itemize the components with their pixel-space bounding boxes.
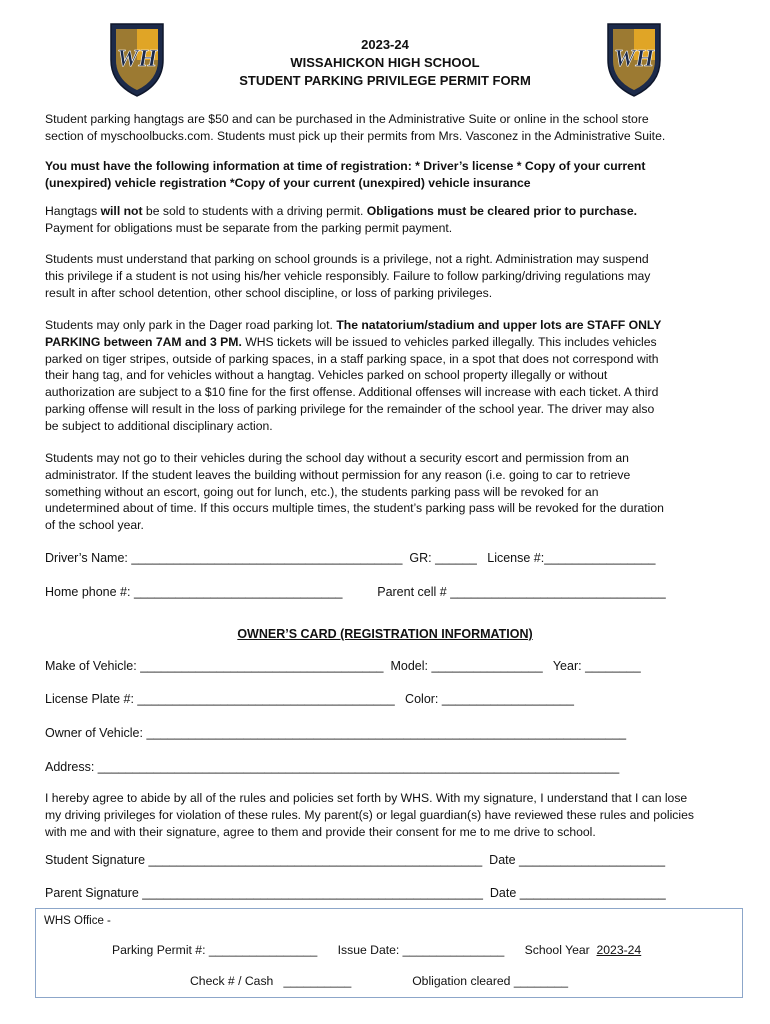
vehicle-access-line: administrator. If the student leaves the building without permission for any reason (i.e. going to car to retrieve xyxy=(45,467,631,482)
parent-signature-field[interactable]: Parent Signature _________________________________________________ Date _____________________ xyxy=(45,886,666,900)
form-header xyxy=(190,36,580,90)
office-permit-row[interactable] xyxy=(112,942,641,959)
phone-info-field[interactable]: Home phone #: ______________________________ Parent cell # _______________________________ xyxy=(45,585,666,599)
vehicle-make-field[interactable]: Make of Vehicle: ___________________________________ Model: ________________ Year: ________ xyxy=(45,659,641,673)
school-shield-logo-right xyxy=(604,20,664,98)
office-use-label: WHS Office - xyxy=(44,915,111,927)
staff-only-emphasis: The natatorium/stadium and upper lots are STAFF ONLY xyxy=(336,318,662,332)
intro-line: section of myschoolbucks.com. Students must pick up their permits from Mrs. Vasconez in the Administrative Suite. xyxy=(45,128,666,143)
parking-lot-line: authorization are subject to a $10 fine for the first offense. Additional offenses will increase with each ticket. A third xyxy=(45,385,659,400)
parking-lot-line: be subject to additional disciplinary action. xyxy=(45,418,273,433)
school-year-value: 2023-24 xyxy=(596,943,642,957)
driver-info-field[interactable]: Driver’s Name: _______________________________________ GR: ______ License #:________________ xyxy=(45,551,656,565)
intro-line: Student parking hangtags are $50 and can be purchased in the Administrative Suite or online in the school store xyxy=(45,112,649,126)
privilege-paragraph xyxy=(45,251,725,301)
header-form-title: STUDENT PARKING PRIVILEGE PERMIT FORM xyxy=(239,73,531,88)
staff-hours-emphasis: PARKING between 7AM and 3 PM. xyxy=(45,334,242,349)
vehicle-access-line: Students may not go to their vehicles during the school day without a security escort and permission from an xyxy=(45,451,629,465)
school-shield-logo-left xyxy=(107,20,167,98)
agreement-line: with me and with their signature, agree to them and provide their consent for me to me drive to school. xyxy=(45,824,596,839)
parking-lot-paragraph xyxy=(45,317,725,435)
privilege-line: this privilege if a student is not using his/her vehicle responsibly. Failure to follow parking/driving regulations may xyxy=(45,268,651,283)
hangtags-line: Payment for obligations must be separate from the parking permit payment. xyxy=(45,220,453,235)
logo-monogram-left: WH xyxy=(116,46,158,72)
agreement-line: I hereby agree to abide by all of the rules and policies set forth by WHS. With my signature, I understand that I can lose xyxy=(45,791,688,805)
parking-lot-line: parked on tiger stripes, outside of parking spaces, in a staff parking space, in a spot that does not correspond with xyxy=(45,351,659,366)
hangtags-text: be sold to students with a driving permit. xyxy=(142,204,367,218)
requirements-paragraph xyxy=(45,158,725,192)
hangtags-line xyxy=(45,203,725,220)
hangtags-emphasis: will not xyxy=(100,204,143,218)
requirements-line: (unexpired) vehicle registration *Copy of your current (unexpired) vehicle insurance xyxy=(45,175,531,190)
agreement-line: my driving privileges for violation of these rules. My parent(s) or legal guardian(s) have reviewed these rules and policies xyxy=(45,807,694,822)
vehicle-owner-field[interactable]: Owner of Vehicle: _____________________________________________________________________ xyxy=(45,726,627,740)
header-year: 2023-24 xyxy=(361,37,409,52)
parking-lot-text: Students may only park in the Dager road parking lot. xyxy=(45,318,337,332)
office-payment-row[interactable]: Check # / Cash __________ Obligation cleared ________ xyxy=(190,974,569,988)
privilege-line: Students must understand that parking on school grounds is a privilege, not a right. Administration may suspend xyxy=(45,252,649,266)
vehicle-access-line: of the school year. xyxy=(45,518,144,533)
license-plate-field[interactable]: License Plate #: _____________________________________ Color: ___________________ xyxy=(45,692,574,706)
parking-lot-text: WHS tickets will be issued to vehicles parked illegally. This includes vehicles xyxy=(241,334,657,349)
office-use-box xyxy=(35,908,743,998)
address-field[interactable]: Address: ___________________________________________________________________________ xyxy=(45,760,620,774)
student-signature-field[interactable]: Student Signature ________________________________________________ Date _____________________ xyxy=(45,853,666,867)
parking-lot-line xyxy=(45,334,725,351)
vehicle-access-paragraph xyxy=(45,450,725,534)
parking-lot-line: parking offense will result in the loss of parking privilege for the remainder of the school year. The driver may also xyxy=(45,401,655,416)
requirements-line: You must have the following information at time of registration: * Driver’s license * Copy of your current xyxy=(45,159,646,173)
logo-monogram-right: WH xyxy=(613,46,655,72)
vehicle-access-line: something without an escort, going out for lunch, etc.), the students parking pass will be revoked for an xyxy=(45,484,599,499)
hangtags-text: Hangtags xyxy=(45,204,101,218)
hangtags-paragraph xyxy=(45,203,725,237)
office-permit-text: Parking Permit #: ________________ Issue Date: _______________ School Year xyxy=(112,943,597,957)
intro-paragraph xyxy=(45,111,725,145)
obligations-emphasis: Obligations must be cleared prior to purchase. xyxy=(366,204,637,218)
parking-lot-line xyxy=(45,317,725,334)
agreement-paragraph xyxy=(45,790,725,840)
owners-card-title: OWNER’S CARD (REGISTRATION INFORMATION) xyxy=(237,627,533,641)
vehicle-access-line: undetermined about of time. If this occurs multiple times, the student’s parking pass will be revoked for the duration xyxy=(45,501,664,516)
parking-lot-line: their hang tag, and for vehicles without a hangtag. Vehicles parked on school property illegally or without xyxy=(45,368,608,383)
privilege-line: result in after school detention, other school discipline, or loss of parking privileges. xyxy=(45,285,493,300)
header-school: WISSAHICKON HIGH SCHOOL xyxy=(290,55,480,70)
